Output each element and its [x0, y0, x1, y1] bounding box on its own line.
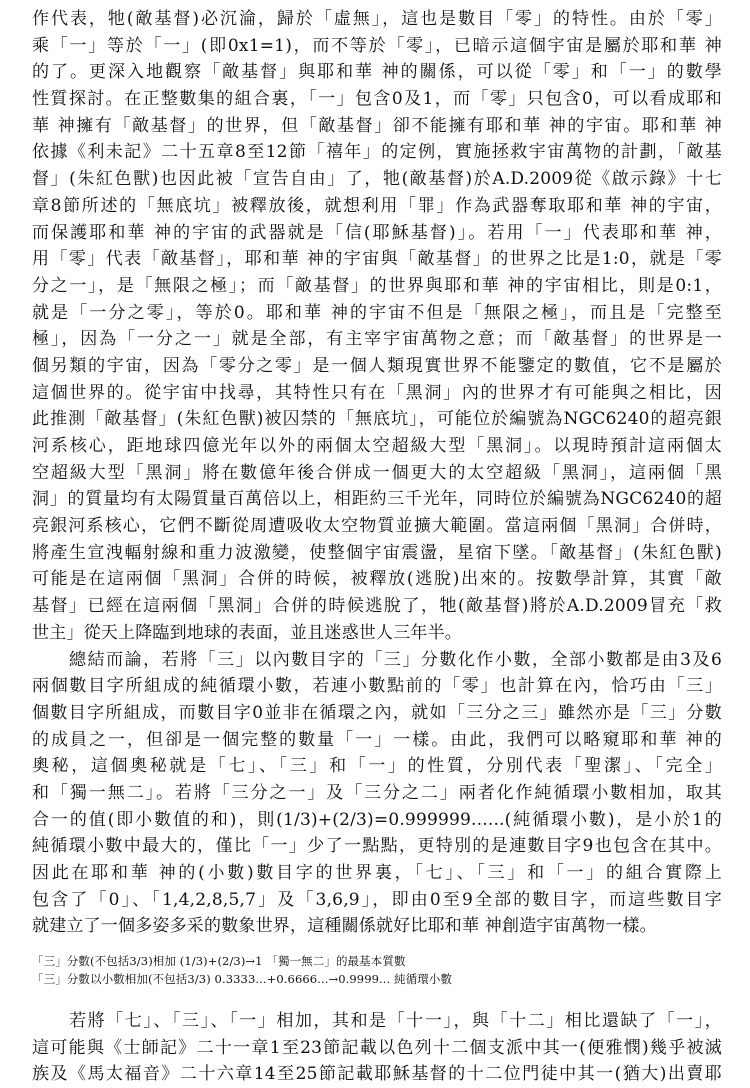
- paragraph2-line: 兩個數目字所組成的純循環小數，若連小數點前的「零」也計算在內，恰巧由「三」: [32, 676, 722, 697]
- paragraph2-line: 包含了「0」、「1,4,2,8,5,7」及「3,6,9」，即由0至9全部的數目字，而這些數目字: [32, 889, 722, 910]
- paragraph1-line: 極」，因為「一分之一」就是全部，有主宰宇宙萬物之意；而「敵基督」的世界是一: [32, 329, 722, 350]
- paragraph1-line: 華 神擁有「敵基督」的世界，但「敵基督」卻不能擁有耶和華 神的宇宙。耶和華 神: [32, 115, 722, 136]
- paragraph1-line: 河系核心，距地球四億光年以外的兩個太空超級大型「黑洞」。以現時預計這兩個太: [32, 436, 722, 456]
- paragraph1-line: 章8節所述的「無底坑」被釋放後，就想利用「罪」作為武器奪取耶和華 神的宇宙，: [32, 195, 722, 216]
- paragraph1-line: 可能是在這兩個「黑洞」合併的時候，被釋放(逃脫)出來的。按數學計算，其實「敵: [32, 569, 722, 590]
- paragraph1-line: 依據《利未記》二十五章8至12節「禧年」的定例，實施拯救宇宙萬物的計劃，「敵基: [32, 142, 722, 163]
- paragraph2-line: 就建立了一個多姿多采的數象世界，這種關係就好比耶和華 神創造宇宙萬物一樣。: [32, 916, 657, 937]
- notes-line: 「三」分數以小數相加(不包括3/3) 0.3333...+0.6666...→0.9999... 純循環小數: [32, 972, 453, 987]
- paragraph1-line: 世主」從天上降臨到地球的表面，並且迷惑世人三年半。: [32, 622, 462, 643]
- paragraph2-line: 奧秘，這個奧秘就是「七」、「三」和「一」的性質，分別代表「聖潔」、「完全」: [32, 756, 722, 777]
- paragraph1-line: 分之一」，是「無限之極」；而「敵基督」的世界與耶和華 神的宇宙相比，則是0:1，: [32, 275, 722, 296]
- paragraph2-line: 合一的值(即小數值的和)，則(1/3)+(2/3)=0.999999......(純循環小數)，是小於1的: [32, 809, 722, 830]
- paragraph2-line: 因此在耶和華 神的(小數)數目字的世界裏，「七」、「三」和「一」的組合實際上: [32, 863, 722, 883]
- paragraph1-line: 這個世界的。從宇宙中找尋，其特性只有在「黑洞」內的世界才有可能與之相比，因: [32, 382, 722, 403]
- paragraph-seven-three-one: [32, 1008, 722, 1088]
- paragraph1-line: 空超級大型「黑洞」將在數億年後合併成一個更大的太空超級「黑洞」，這兩個「黑: [32, 462, 722, 483]
- paragraph2-line: 和「獨一無二」。若將「三分之一」及「三分之二」兩者化作純循環小數相加，取其: [32, 782, 722, 803]
- paragraph1-line: 將產生宣洩輻射線和重力波激變，使整個宇宙震盪，星宿下墜。「敵基督」(朱紅色獸): [32, 542, 722, 563]
- paragraph1-line: 就是「一分之零」，等於0。耶和華 神的宇宙不但是「無限之極」，而且是「完整至: [32, 302, 722, 323]
- paragraph1-line: 性質探討。在正整數集的組合裏，「一」包含0及1，而「零」只包含0，可以看成耶和: [32, 89, 722, 110]
- paragraph1-line: 基督」已經在這兩個「黑洞」合併的時候逃脫了，牠(敵基督)將於A.D.2009冒充「救: [32, 596, 722, 617]
- paragraph1-line: 的了。更深入地觀察「敵基督」與耶和華 神的關係，可以從「零」和「一」的數學: [32, 62, 722, 83]
- paragraph3-line: 族及《馬太福音》二十六章14至25節記載耶穌基督的十二位門徒中其一(猶大)出賣耶: [32, 1064, 722, 1085]
- paragraph3-line: 若將「七」、「三」、「一」相加，其和是「十一」，與「十二」相比還缺了「一」，: [32, 1011, 722, 1032]
- paragraph1-line: 作代表，牠(敵基督)必沉淪，歸於「虛無」，這也是數目「零」的特性。由於「零」: [32, 9, 722, 29]
- paragraph1-line: 用「零」代表「敵基督」，耶和華 神的宇宙與「敵基督」的世界之比是1:0，就是「零: [32, 249, 722, 270]
- paragraph1-line: 乘「一」等於「一」(即0x1=1)，而不等於「零」，已暗示這個宇宙是屬於耶和華 神: [32, 35, 722, 56]
- notes-line: 「三」分數(不包括3/3)相加 (1/3)+(2/3)→1 「獨一無二」的最基本質數: [32, 954, 406, 969]
- paragraph1-line: 督」(朱紅色獸)也因此被「宣告自由」了，牠(敵基督)於A.D.2009從《啟示錄》十七: [32, 169, 722, 190]
- paragraph1-line: 而保護耶和華 神的宇宙的武器就是「信(耶穌基督)」。若用「一」代表耶和華 神，: [32, 222, 722, 243]
- paragraph1-line: 亮銀河系核心，它們不斷從周遭吸收太空物質並擴大範圍。當這兩個「黑洞」合併時，: [32, 516, 722, 537]
- paragraph-summary-fractions: [32, 647, 722, 941]
- paragraph1-line: 此推測「敵基督」(朱紅色獸)被囚禁的「無底坑」，可能位於編號為NGC6240的超亮銀: [32, 409, 722, 430]
- paragraph-antichrist-black-hole: [32, 6, 722, 647]
- paragraph1-line: 洞」的質量均有太陽質量百萬倍以上，相距約三千光年，同時位於編號為NGC6240的超: [32, 489, 722, 510]
- paragraph3-line: 這可能與《士師記》二十一章1至23節記載以色列十二個支派中其一(便雅憫)幾乎被滅: [32, 1037, 722, 1058]
- paragraph2-line: 純循環小數中最大的，僅比「一」少了一點點，更特別的是連數目字9也包含在其中。: [32, 836, 722, 857]
- paragraph2-line: 的成員之一，但卻是一個完整的數量「一」一樣。由此，我們可以略窺耶和華 神的: [32, 729, 722, 750]
- paragraph2-line: 個數目字所組成，而數目字0並非在循環之內，就如「三分之三」雖然亦是「三」分數: [32, 702, 722, 723]
- footnotes: [32, 952, 722, 988]
- document-page: [32, 6, 722, 1088]
- paragraph1-line: 個另類的宇宙，因為「零分之零」是一個人類現實世界不能鑒定的數值，它不是屬於: [32, 355, 722, 376]
- paragraph2-line: 總結而論，若將「三」以內數目字的「三」分數化作小數，全部小數都是由3及6: [32, 649, 722, 670]
